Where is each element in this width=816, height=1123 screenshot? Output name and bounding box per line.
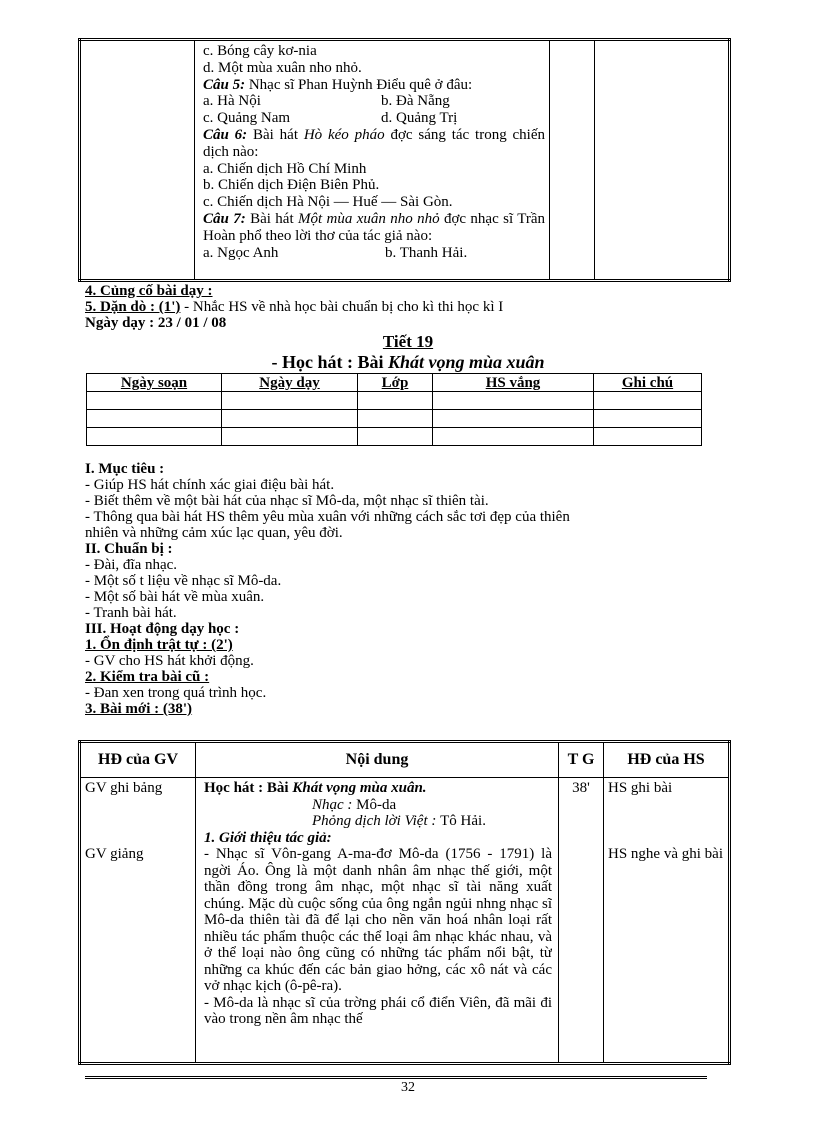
question-label: Câu 6: [203, 126, 248, 143]
schedule-table [86, 373, 702, 446]
question-text: đợc nhạc sĩ Trần Hoàn phổ theo lời thơ của tác giả nào: [203, 210, 546, 244]
question-label: Câu 5: [203, 76, 246, 93]
lesson-song: Khát vọng mùa xuân [387, 352, 545, 372]
quiz-gv-cell [80, 40, 195, 281]
option-b: b. Chiến dịch Điện Biên Phủ. [203, 177, 380, 194]
quiz-line: d. Một mùa xuân nho nhỏ. [203, 59, 362, 76]
quiz-content-cell [195, 40, 550, 281]
music-value: Mô-da [356, 796, 397, 813]
activity-2-text: - Đan xen trong quá trình học. [85, 685, 267, 701]
lesson-title: - Học hát : Bài Khát vọng mùa xuân [271, 352, 545, 372]
option-a: a. Ngọc Anh [203, 244, 279, 261]
intro-title: 1. Giới thiệu tác giả: [204, 829, 332, 846]
teacher-action: GV ghi bảng [85, 780, 163, 796]
objective-item: - Thông qua bài hát HS thêm yêu mùa xuân với những cách sắc tơi đẹp của thiên [85, 509, 570, 525]
col-teacher-activity: HĐ của GV [80, 742, 196, 778]
section-4-title: 4. Củng cố bài dạy : [85, 283, 213, 299]
song-name: Hò kéo pháo [303, 126, 385, 143]
question-text: Nhạc sĩ Phan Huỳnh Điểu quê ở đâu: [245, 76, 473, 93]
section-5-text: - Nhắc HS về nhà học bài chuẩn bị cho kì thi học kì I [180, 299, 504, 315]
question-text: đợc sáng tác trong chiến dịch nào: [203, 126, 546, 160]
option-b: b. Đà Nẵng [381, 93, 450, 110]
prep-item: - Một số bài hát về mùa xuân. [85, 589, 265, 605]
option-a: a. Hà Nội [203, 93, 261, 110]
intro-paragraph: - Mô-da là nhạc sĩ của trờng phái cổ điển Viên, đã mãi đi vào trong nền âm nhạc thế [204, 994, 552, 1027]
objective-item: - Biết thêm về một bài hát của nhạc sĩ Mô-da, một nhạc sĩ thiên tài. [85, 493, 489, 509]
option-c: c. Quảng Nam [203, 110, 291, 127]
page-number: 32 [401, 1080, 415, 1095]
lyrics-label: Phỏng dịch lời Việt : [312, 813, 441, 829]
option-a: a. Chiến dịch Hồ Chí Minh [203, 160, 367, 177]
lyrics-value: Tô Hải. [440, 813, 486, 829]
question-label: Câu 7: [203, 210, 246, 227]
content-title: Học hát : Bài Khát vọng mùa xuân. [204, 780, 427, 796]
prep-title: II. Chuẩn bị : [85, 541, 173, 557]
objective-item: - Giúp HS hát chính xác giai điệu bài hát. [85, 477, 335, 493]
student-action: HS ghi bài [608, 780, 673, 796]
quiz-hs-cell [595, 40, 730, 281]
activity-1-title: 1. Ổn định trật tự : (2') [85, 637, 233, 653]
quiz-line: c. Bóng cây kơ-nia [203, 43, 317, 59]
col-time: T G [559, 742, 604, 778]
table-row [87, 428, 702, 446]
prep-item: - Đài, đĩa nhạc. [85, 557, 178, 573]
music-label: Nhạc : [312, 796, 357, 813]
teach-date: Ngày dạy : 23 / 01 / 08 [85, 315, 227, 331]
student-action: HS nghe và ghi bài [608, 846, 723, 862]
col-absent: HS vắng [485, 374, 541, 391]
activities-title: III. Hoạt động dạy học : [85, 621, 240, 637]
col-teach-date: Ngày dạy [259, 374, 320, 391]
question-text: Bài hát [245, 210, 298, 227]
section-5-title: 5. Dặn dò : (1') [85, 299, 181, 315]
prep-item: - Tranh bài hát. [85, 605, 177, 621]
intro-paragraph: - Nhạc sĩ Vôn-gang A-ma-đơ Mô-da (1756 - 1791) là ngời Áo. Ông là một danh nhân âm nhạc thế giới, một thần đồng trong âm nhạc, một nhạc sĩ tài năng xuất chúng. Mặc dù cuộc sống của ông ngắn ngủi nhng nhạc sĩ Mô-da thiên tài đã để lại cho nền văn hoá nhân loại rất nhiều tác phẩm thuộc các thể loại âm nhạc khác nhau, và ở thể loại nào ông cũng có những tác phẩm nổi bật, từ những ca khúc đến các bản giao hởng, các xô nát và các vở nhạc kịch (ô-pê-ra). [204, 846, 552, 994]
col-notes: Ghi chú [621, 374, 674, 391]
lesson-number: Tiết 19 [382, 332, 434, 351]
col-prep-date: Ngày soạn [120, 374, 188, 391]
activity-3-title: 3. Bài mới : (38') [85, 701, 193, 717]
table-row [87, 410, 702, 428]
activity-2-title: 2. Kiểm tra bài cũ : [85, 669, 210, 685]
teacher-action: GV giảng [85, 846, 144, 862]
col-student-activity: HĐ của HS [604, 742, 730, 778]
col-content: Nội dung [196, 742, 559, 778]
activity-1-text: - GV cho HS hát khởi động. [85, 653, 254, 669]
time-value: 38' [559, 778, 604, 1064]
objectives-title: I. Mục tiêu : [85, 461, 165, 477]
content-song: Khát vọng mùa xuân. [292, 780, 427, 796]
footer-rule [85, 1076, 707, 1079]
question-text: Bài hát [247, 126, 304, 143]
quiz-table [78, 38, 731, 282]
quiz-tg-cell [550, 40, 595, 281]
option-c: c. Chiến dịch Hà Nội — Huế — Sài Gòn. [203, 194, 453, 211]
prep-item: - Một số t liệu về nhạc sĩ Mô-da. [85, 573, 282, 589]
option-b: b. Thanh Hải. [385, 244, 468, 261]
option-d: d. Quảng Trị [381, 110, 458, 127]
lesson-table [78, 740, 731, 1065]
col-class: Lớp [381, 374, 409, 391]
table-row [87, 392, 702, 410]
song-name: Một mùa xuân nho nhỏ [297, 210, 440, 227]
objective-item: nhiên và những cảm xúc lạc quan, yêu đời. [85, 525, 343, 541]
